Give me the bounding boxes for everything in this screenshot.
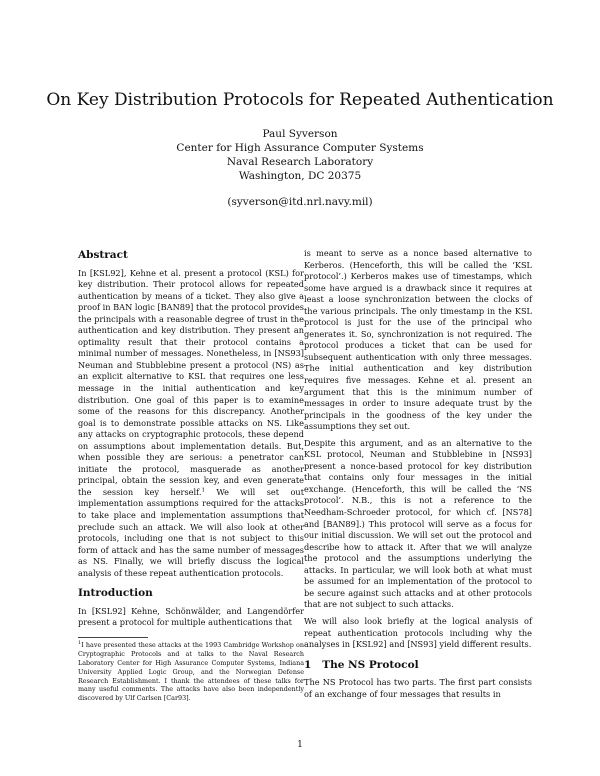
abstract-text [78, 268, 304, 580]
affiliation-line-1: Center for High Assurance Computer Systems [176, 142, 424, 154]
affiliation-line-2: Naval Research Laboratory [226, 156, 374, 168]
abstract-heading: Abstract [78, 249, 128, 261]
right-paragraph-2: Despite this argument, and as an alternative to the KSL protocol, Neuman and Stubblebine in [NS93] present a nonce-based protocol for key distribution that contains only four messages in the initial exchange. (Henceforth, this will be called the ‘NS protocol’. N.B., this is not a reference to the Needham-Schroeder protocol, for which cf. [NS78] and [BAN89].) This protocol will serve as a focus for our initial discussion. We will set out the protocol and describe how to attack it. After that we will analyze the protocol and the assumptions underlying the attacks. In particular, we will look both at what must be assumed for an implementation of the protocol to be secure against such attacks and at other protocols that are not subject to such attacks. [304, 437, 532, 610]
introduction-text: In [KSL92] Kehne, Schönwälder, and Langendörfer present a protocol for multiple authentications that [78, 605, 304, 628]
abstract-text-a: In [KSL92], Kehne et al. present a protocol (KSL) for key distribution. Their protocol allows for repeated authentication by means of a ticket. They also give a proof in BAN logic [BAN89] that the protocol provides the principals with a reasonable degree of trust in the authentication and key distribution. They present an optimality result that their protocol contains a minimal number of messages. Nonetheless, in [NS93] Neuman and Stubblebine present a protocol (NS) as an explicit alternative to KSL that requires one less message in the initial authentication and key distribution. One goal of this paper is to examine some of the reasons for this discrepancy. Another goal is to demonstrate possible attacks on NS. Like any attacks on cryptographic protocols, these depend on assumptions about implementation details. But, when possible they are serious: a penetrator can initiate the protocol, masquerade as another principal, obtain the session key, and even generate the session key herself. [78, 267, 304, 497]
section-heading-ns-protocol: 1 The NS Protocol [304, 658, 419, 671]
footnote-text: I have presented these attacks at the 1993 Cambridge Workshop on Cryptographic Protocols and at talks to the Naval Research Laboratory Center for High Assurance Computer Systems, Indiana University Applied Logic Group, and the Norwegian Defense Research Establishment. I thank the attendees of these talks for many useful comments. The attacks have also been independently discovered by Ulf Carlsen [Car93]. [78, 640, 304, 703]
right-paragraph-4: The NS Protocol has two parts. The first part consists of an exchange of four messages that results in [304, 677, 532, 699]
footnote-mark: 1 [201, 487, 205, 494]
author-email: (syverson@itd.nrl.navy.mil) [227, 196, 373, 208]
author-name: Paul Syverson [262, 128, 338, 140]
left-column [78, 248, 304, 703]
abstract-text-b: We will set out implementation assumptions required for the attacks to take place and implementation assumptions that preclude such an attack. We will also look at other protocols, including one that is not subject to this form of attack and has the same number of messages as NS. Finally, we will briefly discuss the logical analysis of these repeat authentication protocols. [78, 486, 304, 578]
introduction-heading: Introduction [78, 587, 153, 600]
footnote [78, 641, 304, 703]
right-paragraph-1: is meant to serve as a nonce based alternative to Kerberos. (Henceforth, this will be called the ‘KSL protocol’.) Kerberos makes use of timestamps, which some have argued is a drawback since it requires at least a loose synchronization between the clocks of the various principals. The only timestamp in the KSL protocol is just for the use of the principal who generates it. So, synchronization is not required. The protocol produces a ticket that can be used for subsequent authentication with only three messages. The initial authentication and key distribution requires five messages. Kehne et al. present an argument that this is the minimum number of messages in order to insure adequate trust by the principals in the goodness of the key under the assumptions they set out. [304, 248, 532, 432]
footnote-rule [78, 637, 148, 638]
right-paragraph-3: We will also look briefly at the logical analysis of repeat authentication protocols including why the analyses in [KSL92] and [NS93] yield different results. [304, 615, 532, 650]
footnote-number: 1 [78, 639, 82, 646]
paper-title: On Key Distribution Protocols for Repeated Authentication [46, 90, 554, 110]
location-line: Washington, DC 20375 [238, 170, 362, 182]
right-column [304, 248, 532, 705]
page-number: 1 [297, 740, 303, 750]
